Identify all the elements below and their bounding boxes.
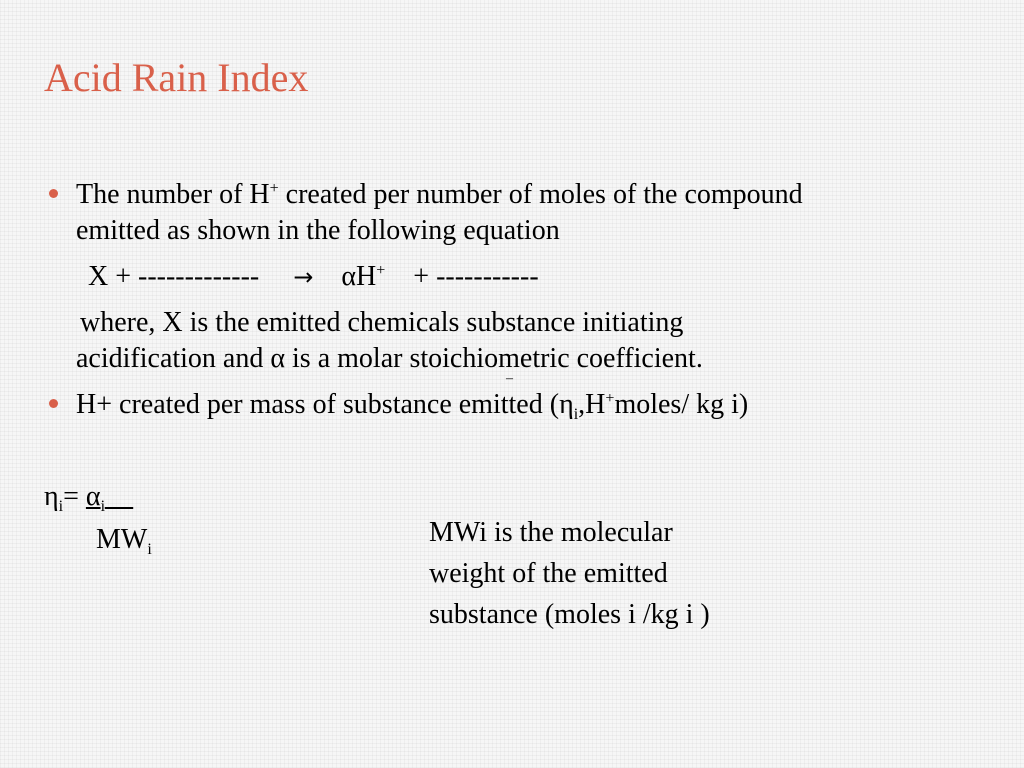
- where-line2: [76, 341, 703, 377]
- mw-note-line3: substance (moles i /kg i ): [429, 599, 710, 630]
- mw-note: [429, 512, 789, 635]
- equation-h: H: [356, 261, 377, 292]
- mw-note-line2: weight of the emitted: [429, 558, 668, 589]
- mw-note-line1: MWi is the molecular: [429, 517, 673, 548]
- bullet2-sup: +: [605, 390, 615, 407]
- bullet2-line: [76, 387, 748, 423]
- formula-alpha: α: [85, 481, 101, 512]
- bullet2-text-after: moles/ kg i): [614, 389, 749, 420]
- formula-eta-sub: i: [58, 498, 64, 515]
- bullet1-text-after: created per number of moles of the compound: [278, 179, 803, 210]
- bullet2-text-before: H+ created per mass of substance emitted (: [76, 389, 560, 420]
- equation-right: + -----------: [413, 261, 539, 292]
- bullet1-line1: [76, 177, 803, 213]
- bullet1-text-before: The number of H: [76, 179, 270, 210]
- bullet2-eta: η: [559, 389, 574, 420]
- formula-mw: MW: [96, 524, 148, 555]
- equation-alpha: α: [341, 261, 357, 292]
- bullet2-eta-sub: i: [573, 406, 579, 423]
- formula-eta: η: [44, 481, 59, 512]
- stray-mark: –: [506, 371, 513, 386]
- bullet-marker-1: [49, 189, 58, 198]
- bullet1-line2: emitted as shown in the following equation: [76, 215, 560, 246]
- bullet1-sup: +: [269, 180, 279, 197]
- where-alpha: α: [270, 343, 286, 374]
- formula-equals: =: [63, 481, 86, 512]
- equation-left: X + -------------: [88, 261, 260, 292]
- formula-alpha-sub: i: [100, 498, 106, 515]
- formula-numerator-line: [44, 481, 133, 513]
- where-text-before: acidification and: [76, 343, 271, 374]
- where-line1: where, X is the emitted chemicals substance initiating: [80, 307, 684, 338]
- formula-bar: __: [105, 481, 134, 512]
- where-text-after: is a molar stoichiometric coefficient.: [285, 343, 703, 374]
- equation-h-sup: +: [376, 262, 386, 279]
- formula-mw-sub: i: [147, 541, 152, 558]
- equation-line: [88, 259, 539, 295]
- right-arrow-icon: →: [293, 263, 314, 291]
- formula-denominator: [96, 524, 152, 556]
- bullet2-comma-h: ,H: [578, 389, 606, 420]
- bullet-marker-2: [49, 399, 58, 408]
- slide-title: Acid Rain Index: [44, 55, 309, 100]
